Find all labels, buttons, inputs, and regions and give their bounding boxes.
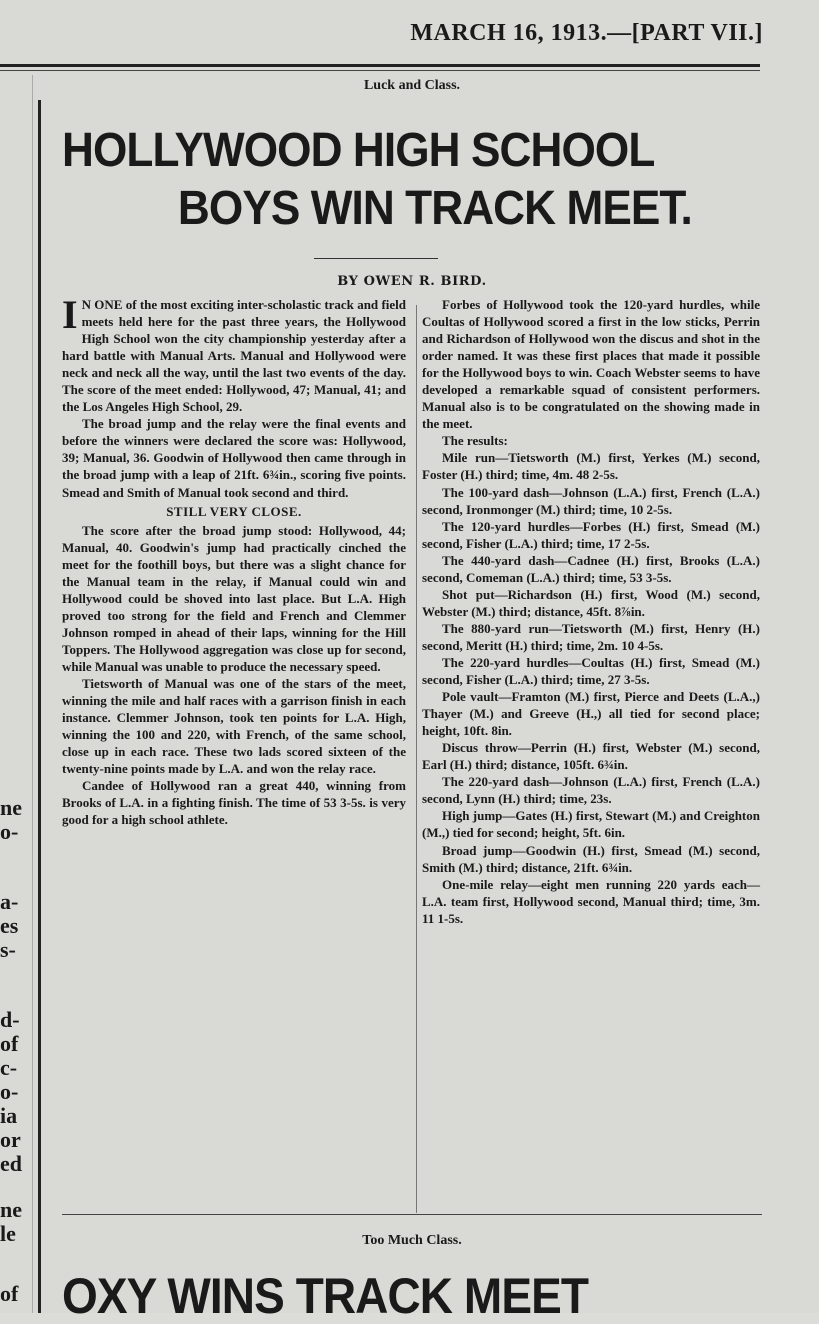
next-article-headline: OXY WINS TRACK MEET (62, 1268, 589, 1324)
result-entry: High jump—Gates (H.) first, Stewart (M.) and Creighton (M.,) tied for second; height, 5ft. 6in. (422, 808, 760, 841)
article-column-2 (422, 296, 760, 927)
fragment-text: le (0, 1221, 16, 1246)
result-entry: One-mile relay—eight men running 220 yards each—L.A. team first, Hollywood second, Manual third; time, 3m. 11 1-5s. (422, 876, 760, 926)
article-kicker: Luck and Class. (363, 78, 461, 93)
byline: BY OWEN R. BIRD. (337, 274, 487, 289)
next-article-kicker: Too Much Class. (362, 1233, 462, 1248)
fragment-text: or (0, 1127, 21, 1152)
result-entry: The 120-yard hurdles—Forbes (H.) first, Smead (M.) second, Fisher (L.A.) third; time, 17 2-5s. (422, 518, 760, 551)
result-entry: Broad jump—Goodwin (H.) first, Smead (M.) second, Smith (M.) third; distance, 21ft. 6¾in. (422, 842, 760, 875)
result-entry: Discus throw—Perrin (H.) first, Webster (M.) second, Earl (H.) third; distance, 105ft. 6¾in. (422, 740, 760, 773)
drop-cap: I (62, 292, 78, 337)
fragment-text: o- (0, 819, 19, 844)
article-paragraph: Tietsworth of Manual was one of the stars of the meet, winning the mile and half races with a garrison finish in each instance. Clemmer Johnson, took ten points for L.A. High, winning the 100 and 220, with French, of the same school, close up in each race. These two lads scored sixteen of the twenty-nine points made by L.A. and won the relay race. (62, 676, 406, 777)
result-entry: The 440-yard dash—Cadnee (H.) first, Brooks (L.A.) second, Comeman (L.A.) third; time, 53 3-5s. (422, 552, 760, 585)
article-headline (62, 122, 706, 238)
fragment-text: ne (0, 1197, 22, 1222)
article-header (62, 78, 762, 238)
result-entry: Pole vault—Framton (M.) first, Pierce and Deets (L.A.,) Thayer (M.) and Greeve (H.,) all tied for second place; height, 10ft. 8in. (422, 689, 760, 739)
headline-rule (314, 258, 438, 259)
article-paragraph: Candee of Hollywood ran a great 440, winning from Brooks of L.A. in a fighting finish. The time of 53 3-5s. is very good for a high school athlete. (62, 778, 406, 828)
results-intro: The results: (442, 433, 508, 449)
article-paragraph: The score after the broad jump stood: Hollywood, 44; Manual, 40. Goodwin's jump had practically cinched the meet for the foothill boys, but there was a slight chance for the Manual team in the relay, if Manual could win and Hollywood could be shoved into last place. But L.A. High proved too strong for the field and French and Clemmer Johnson romped in ahead of their laps, winning for the Hill Toppers. The Hollywood aggregation was close up for second, while Manual was unable to produce the necessary speed. (62, 522, 406, 674)
paragraph-text: N ONE of the most exciting inter-scholastic track and field meets held here for the past three years, the Hollywood High School won the city championship yesterday after a hard battle with Manual Arts. Manual and Hollywood were neck and neck all the way, until the last two events of the day. The score of the meet ended: Hollywood, 47; Manual, 41; and the Los Angeles High School, 29. (62, 297, 406, 415)
article-end-rule (62, 1214, 762, 1215)
fragment-text: c- (0, 1055, 18, 1080)
section-subhead: STILL VERY CLOSE. (166, 503, 302, 519)
article-paragraph: The broad jump and the relay were the final events and before the winners were declared the score was: Hollywood, 39; Manual, 36. Goodwin of Hollywood then came through in the broad jump with a leap of 21ft. 6¾in., scoring five points. Smead and Smith of Manual took second and third. (62, 416, 406, 500)
headline-line-1: HOLLYWOOD HIGH SCHOOL (62, 124, 655, 177)
article-paragraph: Forbes of Hollywood took the 120-yard hurdles, while Coultas of Hollywood scored a first in the low sticks, Perrin and Richardson of Hollywood won the discus and shot in the order named. It was these first places that made it possible for the Hollywood boys to win. Coach Webster seems to have developed a remarkable squad of consistent performers. Manual also is to be congratulated on the showing made in the meet. (422, 297, 760, 432)
adjacent-column-fragment (0, 75, 33, 1313)
fragment-text: a- (0, 889, 19, 914)
column-divider-left (38, 100, 41, 1313)
header-rule-thin (0, 70, 760, 71)
article-column-1 (62, 292, 406, 828)
fragment-text: d- (0, 1007, 20, 1032)
fragment-text: of (0, 1281, 19, 1306)
result-entry: Mile run—Tietsworth (M.) first, Yerkes (M.) second, Foster (H.) third; time, 4m. 48 2-5s. (422, 450, 760, 483)
result-entry: The 100-yard dash—Johnson (L.A.) first, French (L.A.) second, Ironmonger (M.) third; time, 10 2-5s. (422, 484, 760, 517)
result-entry: Shot put—Richardson (H.) first, Wood (M.) second, Webster (M.) third; distance, 45ft. 8⅞in. (422, 586, 760, 619)
fragment-text: es (0, 913, 19, 938)
fragment-text: o- (0, 1079, 19, 1104)
fragment-text: ne (0, 795, 22, 820)
column-divider (416, 305, 417, 1213)
fragment-text: of (0, 1031, 19, 1056)
page-header-date: MARCH 16, 1913.—[PART VII.] (410, 20, 763, 46)
headline-line-2: BOYS WIN TRACK MEET. (177, 182, 692, 235)
fragment-text: s- (0, 937, 16, 962)
result-entry: The 880-yard run—Tietsworth (M.) first, Henry (H.) second, Meritt (H.) third; time, 2m. 10 4-5s. (422, 620, 760, 653)
fragment-text: ia (0, 1103, 18, 1128)
result-entry: The 220-yard dash—Johnson (L.A.) first, French (L.A.) second, Lynn (H.) third; time, 23s. (422, 774, 760, 807)
fragment-text: ed (0, 1151, 22, 1176)
header-rule (0, 64, 760, 67)
result-entry: The 220-yard hurdles—Coultas (H.) first, Smead (M.) second, Fisher (L.A.) third; time, 27 3-5s. (422, 654, 760, 688)
article-paragraph (62, 292, 406, 415)
